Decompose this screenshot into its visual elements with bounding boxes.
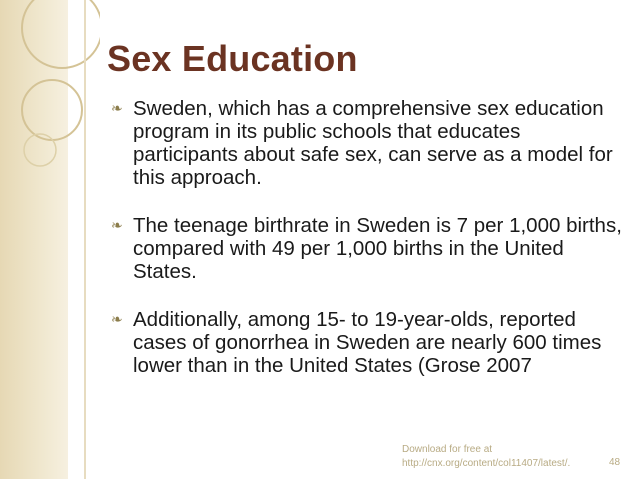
bullet-item bbox=[107, 308, 627, 377]
bullet-item bbox=[107, 214, 627, 283]
bullet-list bbox=[107, 97, 627, 402]
download-note-line1: Download for free at bbox=[402, 444, 493, 455]
slide-number: 48 bbox=[609, 457, 621, 468]
download-note bbox=[402, 443, 570, 471]
bullet-text: Sweden, which has a comprehensive sex education program in its public schools that educates participants about safe sex, can serve as a model for this approach. bbox=[133, 97, 613, 189]
bullet-marker-icon: ❧ bbox=[111, 100, 123, 116]
download-note-link[interactable]: http://cnx.org/content/col11407/latest/. bbox=[402, 458, 571, 469]
bullet-marker-icon: ❧ bbox=[111, 311, 123, 327]
slide-title: Sex Education bbox=[107, 38, 358, 79]
bullet-item bbox=[107, 97, 627, 189]
bullet-text: Additionally, among 15- to 19-year-olds, reported cases of gonorrhea in Sweden are nearly 600 times lower than in the United States (Grose 2007 bbox=[133, 308, 602, 377]
bullet-marker-icon: ❧ bbox=[111, 217, 123, 233]
vertical-divider bbox=[84, 0, 86, 479]
bullet-text: The teenage birthrate in Sweden is 7 per 1,000 births, compared with 49 per 1,000 births in the United States. bbox=[133, 214, 622, 283]
